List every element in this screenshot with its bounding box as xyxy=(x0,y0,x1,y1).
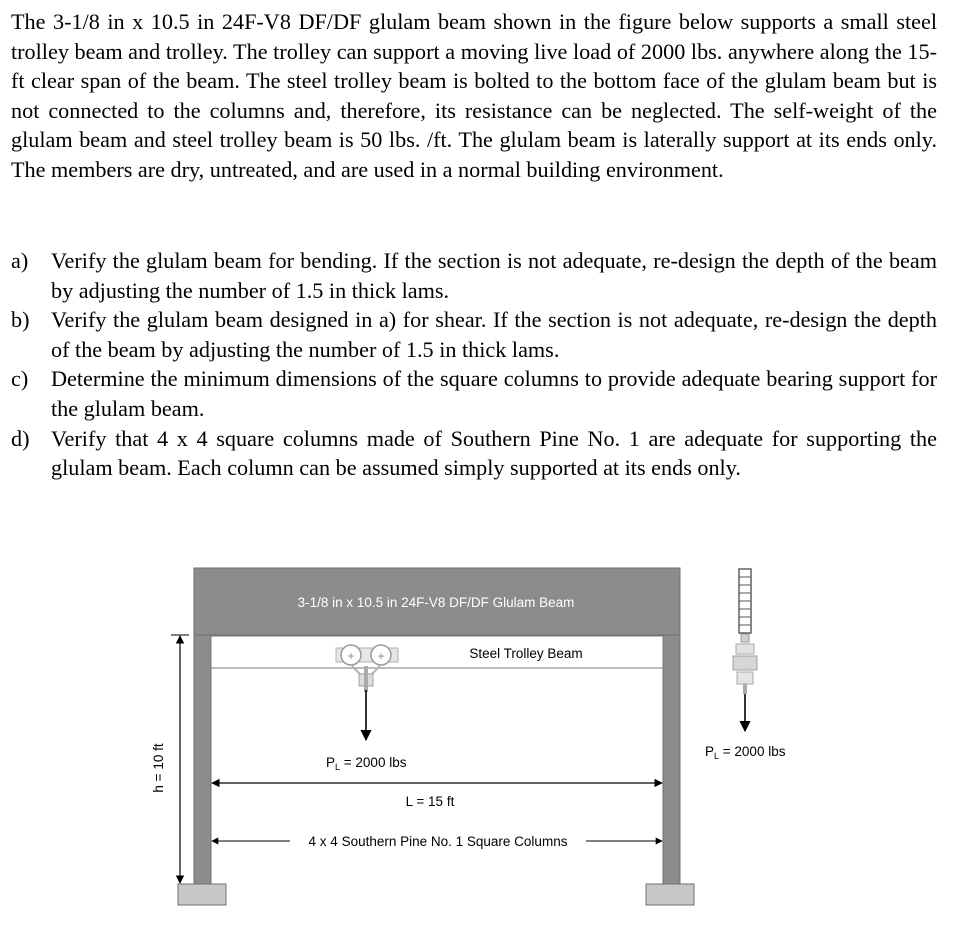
question-letter: b) xyxy=(11,307,30,333)
span-label: L = 15 ft xyxy=(405,794,455,809)
question-text: Determine the minimum dimensions of the square columns to provide adequate bearing support for the glulam beam. xyxy=(51,366,937,421)
glulam-beam-label: 3-1/8 in x 10.5 in 24F-V8 DF/DF Glulam Beam xyxy=(297,595,575,610)
height-label: h = 10 ft xyxy=(151,743,166,793)
side-view-beam-section xyxy=(739,569,751,633)
svg-text:+: + xyxy=(377,649,385,663)
steel-trolley-beam xyxy=(211,636,663,668)
question-text: Verify the glulam beam designed in a) for shear. If the section is not adequate, re-design the depth of the beam by adjusting the number of 1.5 in thick lams. xyxy=(51,307,937,362)
question-text: Verify that 4 x 4 square columns made of Southern Pine No. 1 are adequate for supporting the glulam beam. Each column can be assumed simply supported at its ends only. xyxy=(51,425,937,481)
problem-statement: The 3-1/8 in x 10.5 in 24F-V8 DF/DF glulam beam shown in the figure below supports a small steel trolley beam and trolley. The trolley can support a moving live load of 2000 lbs. anywhere along the 15-ft clear span of the beam. The steel trolley beam is bolted to the bottom face of the glulam beam but is not connected to the columns and, therefore, its resistance can be neglected. The self-weight of the glulam beam and steel trolley beam is 50 lbs. /ft. The glulam beam is laterally support at its ends only. The members are dry, untreated, and are used in a normal building environment. xyxy=(11,9,937,182)
side-load-label: $P_L = 2000$ lbs xyxy=(705,744,786,761)
trolley-beam-label: Steel Trolley Beam xyxy=(469,646,583,661)
load-label: $P_L = 2000$ lbs xyxy=(326,755,407,772)
question-letter: d) xyxy=(11,425,30,451)
question-text: Verify the glulam beam for bending. If the section is not adequate, re-design the depth of the beam by adjusting the number of 1.5 in thick lams. xyxy=(51,248,937,303)
side-view-trolley-icon xyxy=(733,634,757,694)
columns-label: 4 x 4 Southern Pine No. 1 Square Columns xyxy=(308,834,568,849)
svg-text:+: + xyxy=(347,649,355,663)
question-letter: a) xyxy=(11,248,29,273)
left-footing xyxy=(178,884,226,905)
right-column xyxy=(663,635,680,884)
left-column xyxy=(194,635,211,884)
question-letter: c) xyxy=(11,366,29,392)
right-footing xyxy=(646,884,694,905)
